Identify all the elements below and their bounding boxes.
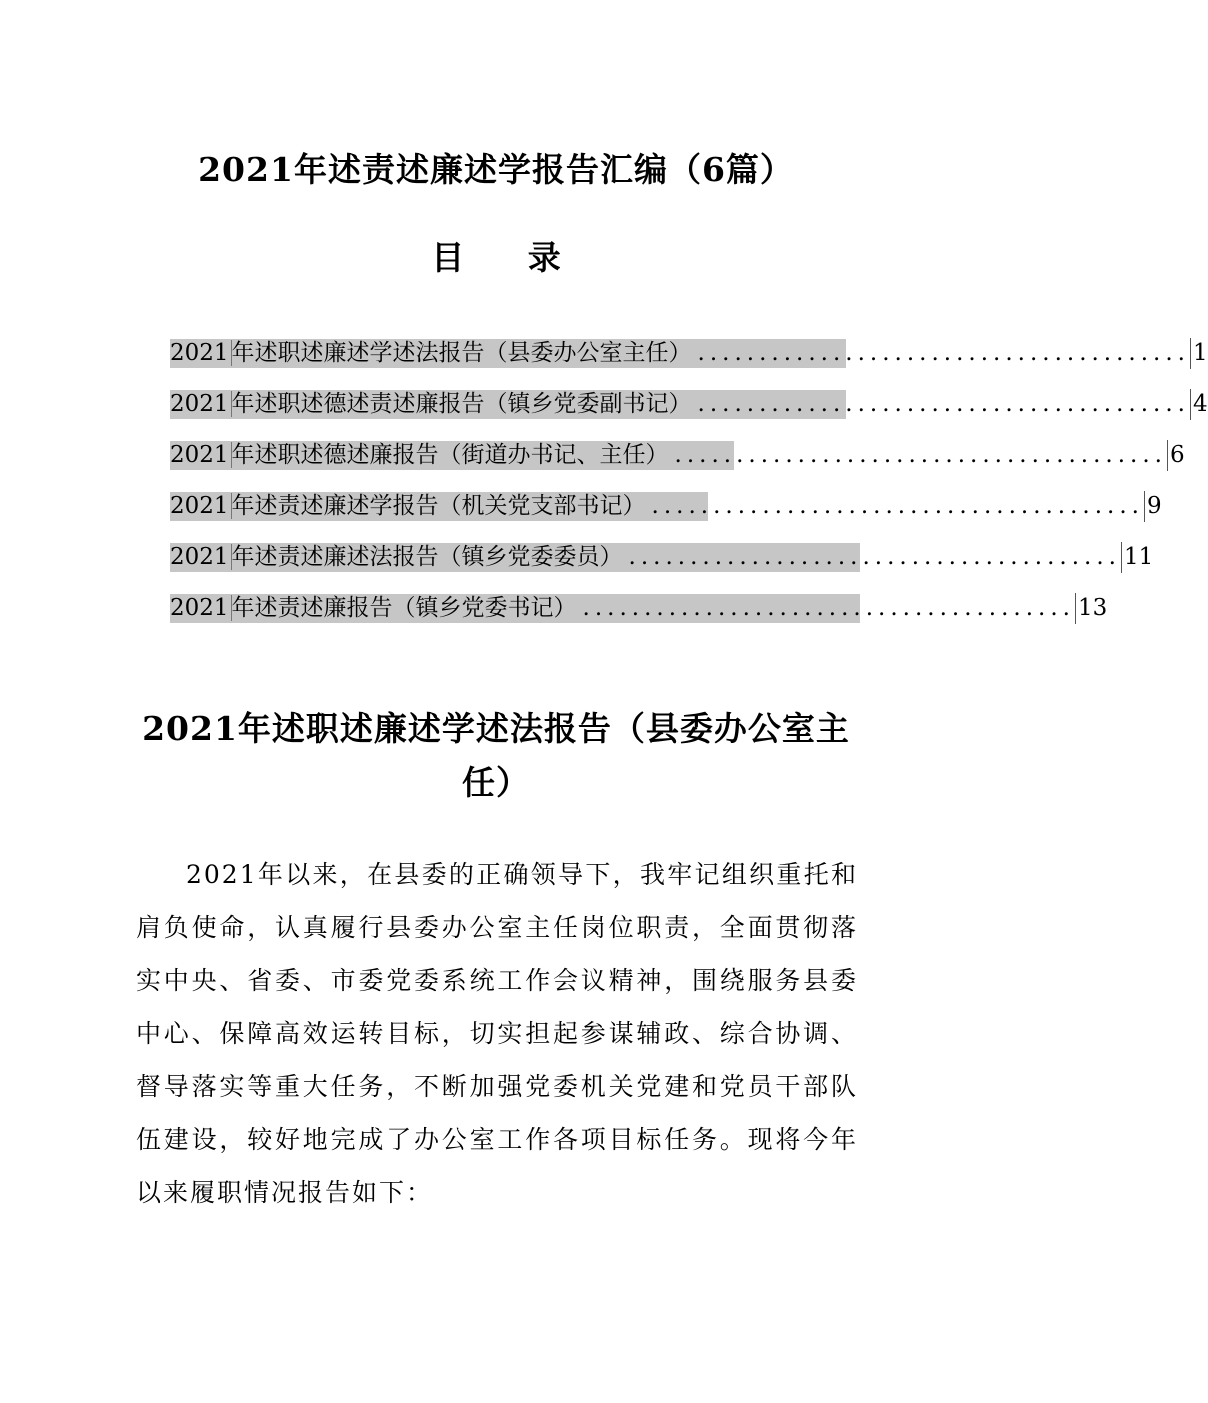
toc-dot-leader: ........................................	[651, 493, 1144, 519]
toc-dot-leader: ........................................	[697, 340, 1190, 366]
toc-entry-title	[170, 440, 669, 471]
toc-entry-text: 年述职述德述廉报告（街道办书记、主任）	[231, 442, 669, 468]
toc-entry-page: 13	[1075, 593, 1107, 624]
toc-entry-title	[170, 593, 577, 624]
toc-entry-year: 2021	[170, 544, 232, 570]
toc-heading: 目 录	[431, 238, 587, 277]
table-of-contents	[170, 338, 1208, 644]
toc-entry-text: 年述责述廉报告（镇乡党委书记）	[231, 595, 577, 621]
toc-entry[interactable]	[170, 338, 1208, 369]
toc-entry-page: 4	[1190, 389, 1208, 420]
toc-entry-title	[170, 389, 692, 420]
toc-entry-text: 年述责述廉述法报告（镇乡党委委员）	[231, 544, 623, 570]
toc-dot-leader: ........................................	[674, 442, 1167, 468]
toc-entry-page: 6	[1167, 440, 1185, 471]
toc-entry-year: 2021	[170, 493, 232, 519]
toc-entry-year: 2021	[170, 595, 232, 621]
toc-entry-title	[170, 491, 646, 522]
document-title: 2021年述责述廉述学报告汇编（6篇）	[198, 150, 794, 189]
section-title: 2021年述职述廉述学述法报告（县委办公室主任）	[142, 709, 850, 802]
toc-entry-year: 2021	[170, 442, 232, 468]
toc-entry[interactable]	[170, 542, 1154, 573]
toc-entry-page: 1	[1190, 338, 1208, 369]
toc-entry-year: 2021	[170, 391, 232, 417]
toc-entry-title	[170, 542, 623, 573]
toc-dot-leader: ........................................	[628, 544, 1121, 570]
toc-entry-text: 年述职述廉述学述法报告（县委办公室主任）	[231, 340, 692, 366]
toc-entry-text: 年述职述德述责述廉报告（镇乡党委副书记）	[231, 391, 692, 417]
toc-entry-title	[170, 338, 692, 369]
body-paragraph: 2021年以来，在县委的正确领导下，我牢记组织重托和肩负使命，认真履行县委办公室主任岗位职责，全面贯彻落实中央、省委、市委党委系统工作会议精神，围绕服务县委中心、保障高效运转目标，切实担起参谋辅政、综合协调、督导落实等重大任务，不断加强党委机关党建和党员干部队伍建设，较好地完成了办公室工作各项目标任务。现将今年以来履职情况报告如下：	[136, 860, 858, 1207]
toc-entry-page: 9	[1144, 491, 1162, 522]
toc-entry-text: 年述责述廉述学报告（机关党支部书记）	[231, 493, 646, 519]
toc-dot-leader: ........................................	[697, 391, 1190, 417]
toc-entry-year: 2021	[170, 340, 232, 366]
toc-entry[interactable]	[170, 593, 1108, 624]
toc-dot-leader: ........................................	[582, 595, 1075, 621]
toc-entry[interactable]	[170, 389, 1208, 420]
toc-entry[interactable]	[170, 440, 1185, 471]
toc-entry[interactable]	[170, 491, 1162, 522]
toc-entry-page: 11	[1121, 542, 1153, 573]
